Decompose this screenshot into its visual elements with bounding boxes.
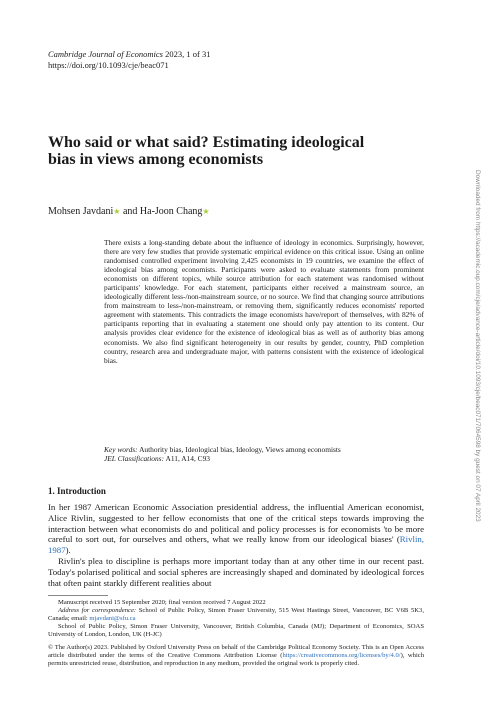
author-separator: and (120, 206, 140, 217)
license-notice (48, 644, 424, 669)
affiliation-note: School of Public Policy, Simon Fraser University, Vancouver, British Columbia, Canada (MJ); Department of Economics, SOAS University of London, London, UK (H-JC) (48, 623, 424, 639)
correspondence-text: School of Public Policy, Simon Fraser University, 515 West Hastings Street, Vancouver, BC V6B 5K3, Canada; email: (48, 607, 424, 623)
author-name: Mohsen Javdani (48, 206, 114, 217)
correspondence-note (48, 607, 424, 623)
doi-link[interactable]: https://doi.org/10.1093/cje/beac071 (48, 60, 169, 70)
footnotes (48, 599, 424, 639)
orcid-icon[interactable]: ★ (202, 207, 210, 216)
citation-link[interactable]: Rivlin, 1987 (48, 534, 424, 556)
jel-label: JEL Classifications: (104, 454, 165, 464)
download-watermark: Downloaded from https://academic.oup.com/cje/advance-article/doi/10.1093/cje/beac071/7064598 by guest on 07 April 2023 (474, 170, 481, 522)
intro-body (48, 502, 424, 588)
journal-info: 2023, 1 of 31 (165, 49, 211, 59)
jel-text: A11, A14, C93 (165, 454, 210, 464)
intro-paragraph: Rivlin's plea to discipline is perhaps more important today than at any other time in our recent past. Today's polarised political and social spheres are increasingly shaped and dominated by ideological forces that often paint starkly different realities about (48, 555, 424, 588)
manuscript-note: Manuscript received 15 September 2020; final version received 7 August 2022 (58, 599, 266, 606)
intro-paragraph (48, 502, 424, 556)
keywords-text: Authority bias, Ideological bias, Ideology, Views among economists (139, 445, 341, 454)
paragraph-text: ). (65, 545, 71, 556)
footnote-rule (48, 595, 108, 596)
paragraph-text: In her 1987 American Economic Association presidential address, the influential American economist, Alice Rivlin, suggested to her fellow economists that one of the critical steps towards improving the interaction between what economists do and political and policy processes is for economists 'to be more careful to sort out, for ourselves and others, what we really know from our ideological biases' ( (48, 502, 424, 545)
journal-name: Cambridge Journal of Economics (48, 49, 163, 59)
license-link[interactable]: https://creativecommons.org/licenses/by/4.0/ (282, 652, 401, 660)
author-list (48, 206, 210, 217)
abstract: There exists a long-standing debate about the influence of ideology in economics. Surprisingly, however, there are very few studies that provide systematic empirical evidence on this critical issue. Using an online randomised controlled experiment involving 2,425 economists in 19 countries, we examine the effect of ideological bias among economists. Participants were asked to evaluate statements from prominent economists on different topics, while source attribution for each statement was randomised without participants' knowledge. For each statement, participants either received a mainstream source, an ideologically different less-/non-mainstream source, or no source. We find that changing source attributions from mainstream to less-/non-mainstream, or removing them, significantly reduces economists' reported agreement with statements. This contradicts the image economists have/report of themselves, with 82% of participants reporting that in evaluating a statement one should only pay attention to its content. Our analysis provides clear evidence for the existence of ideological bias as well as of authority bias among economists. We also find significant heterogeneity in our results by gender, country, PhD completion country, research area and undergraduate major, with patterns consistent with the existence of ideological bias. (104, 238, 424, 365)
email-link[interactable]: mjavdani@sfu.ca (89, 615, 136, 623)
journal-header (48, 49, 210, 71)
correspondence-label: Address for correspondence: (58, 607, 137, 615)
paper-title: Who said or what said? Estimating ideological bias in views among economists (48, 134, 365, 168)
author-name: Ha-Joon Chang (139, 206, 203, 217)
license-text: © The Author(s) 2023. Published by Oxford University Press on behalf of the Cambridge Political Economy Society. This is an Open Access article distributed under the terms of the Creative Commons Attribution License ( (48, 644, 424, 660)
keywords-block (104, 445, 424, 463)
orcid-icon[interactable]: ★ (113, 207, 121, 216)
license-text: ), which permits unrestricted reuse, distribution, and reproduction in any medium, provided the original work is properly cited. (48, 652, 425, 668)
section-heading: 1. Introduction (48, 486, 106, 496)
keywords-label: Key words: (104, 445, 138, 454)
